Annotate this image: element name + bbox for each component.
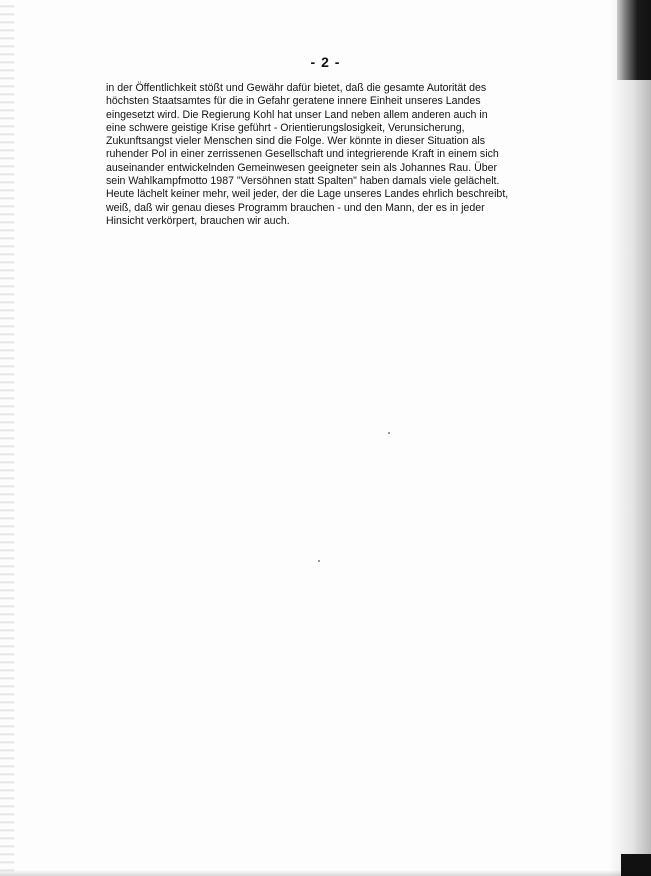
page-number: - 2 - <box>310 54 341 70</box>
text-line: weiß, daß wir genau dieses Programm brauchen - und den Mann, der es in jeder <box>106 201 485 214</box>
text-line: ruhender Pol in einer zerrissenen Gesellschaft und integrierende Kraft in einem sich <box>106 148 499 161</box>
scan-edge-right <box>609 0 651 876</box>
text-line: sein Wahlkampfmotto 1987 "Versöhnen statt Spalten" haben damals viele gelächelt. <box>106 175 500 188</box>
scan-edge-bottom <box>0 870 651 876</box>
text-line: eingesetzt wird. Die Regierung Kohl hat unser Land neben allem anderen auch in <box>106 108 488 121</box>
scan-speck <box>318 560 320 562</box>
text-line: in der Öffentlichkeit stößt und Gewähr dafür bietet, daß die gesamte Autorität des <box>106 82 487 94</box>
body-paragraph <box>106 82 542 228</box>
text-line: eine schwere geistige Krise geführt - Orientierungslosigkeit, Verunsicherung, <box>106 121 465 134</box>
text-line: Zukunftsangst vieler Menschen sind die Folge. Wer könnte in dieser Situation als <box>106 135 486 148</box>
text-line: höchsten Staatsamtes für die in Gefahr geratene innere Einheit unseres Landes <box>106 95 481 108</box>
text-line: Heute lächelt keiner mehr, weil jeder, der die Lage unseres Landes ehrlich beschreibt, <box>106 188 509 201</box>
text-line: Hinsicht verkörpert, brauchen wir auch. <box>106 214 290 227</box>
text-line: auseinander entwickelnden Gemeinwesen geeigneter sein als Johannes Rau. Über <box>106 161 498 174</box>
scan-speck <box>388 432 390 434</box>
scan-edge-left <box>0 0 14 876</box>
